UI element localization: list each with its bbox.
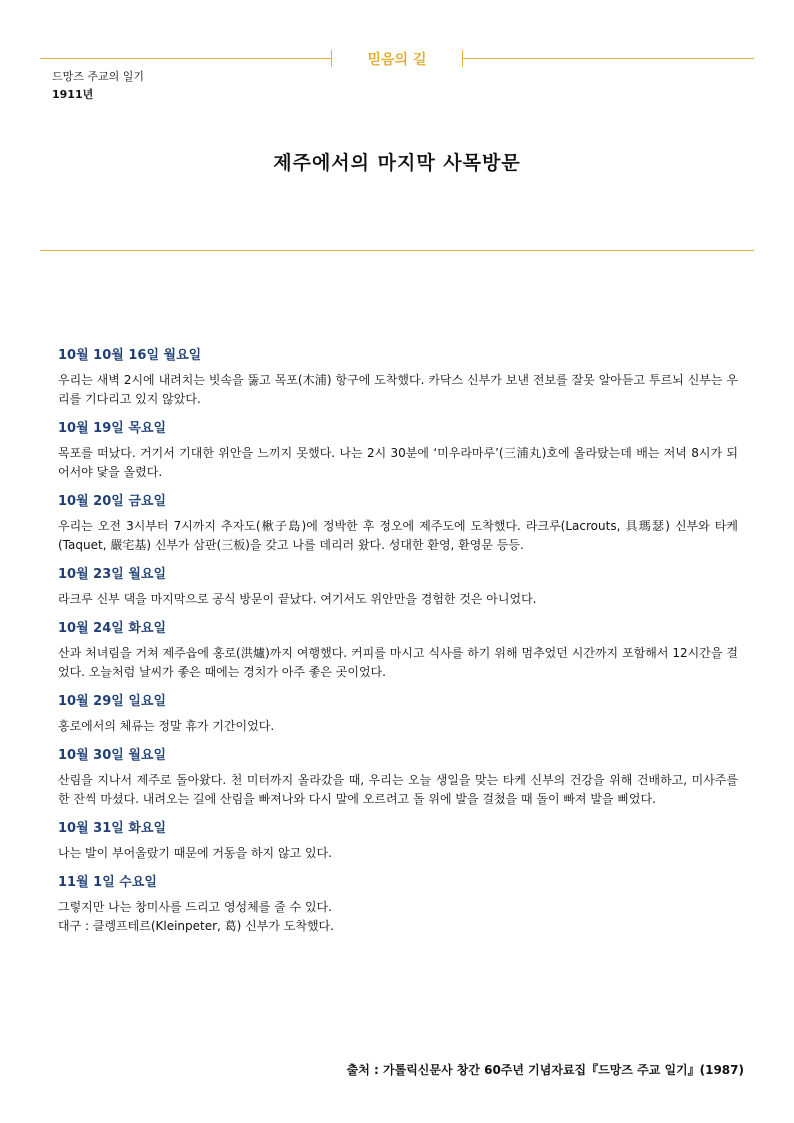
entry-date: 10월 29일 일요일 [58, 694, 167, 709]
entry-text: 대구 : 클렝프테르(Kleinpeter, 葛) 신부가 도착했다. [58, 919, 334, 933]
entry-date: 11월 1일 수요일 [58, 875, 157, 890]
diary-entry [58, 347, 738, 409]
entry-text: 그렇지만 나는 창미사를 드리고 영성체를 줄 수 있다. [58, 900, 332, 914]
entry-date: 10월 30일 월요일 [58, 748, 167, 763]
entry-date: 10월 31일 화요일 [58, 821, 167, 836]
diary-entry [58, 566, 738, 609]
entry-text: 라크루 신부 댁을 마지막으로 공식 방문이 끝났다. 여기서도 위안만을 경험한 것은 아니었다. [58, 592, 537, 606]
entry-text: 우리는 오전 3시부터 7시까지 추자도(楸子島)에 정박한 후 정오에 제주도에 도착했다. 라크루(Lacrouts, 具瑪瑟) 신부와 타케(Taquet, 嚴宅基) 신부가 삼판(三板)을 갖고 나를 데리러 왔다. 성대한 환영, 환영문 등등. [58, 519, 738, 552]
diary-entry [58, 747, 738, 809]
diary-entry [58, 820, 738, 863]
entry-date: 10월 19일 목요일 [58, 421, 167, 436]
title-divider [40, 250, 754, 251]
header-rule-left [40, 58, 332, 59]
entry-text: 나는 발이 부어올랐기 때문에 거동을 하지 않고 있다. [58, 846, 332, 860]
entry-text: 홍로에서의 체류는 정말 휴가 기간이었다. [58, 719, 275, 733]
entry-date: 10월 24일 화요일 [58, 621, 167, 636]
series-name: 드망즈 주교의 일기 [52, 70, 145, 83]
entry-text: 산과 처녀림을 거쳐 제주읍에 홍로(洪爐)까지 여행했다. 커피를 마시고 식사를 하기 위해 멈추었던 시간까지 포함해서 12시간을 걸었다. 오늘처럼 날씨가 좋은 때에는 경치가 아주 좋은 곳이었다. [58, 646, 738, 679]
source-citation: 출처 : 가톨릭신문사 창간 60주년 기념자료집『드망즈 주교 일기』(1987) [346, 1063, 744, 1077]
entry-text: 우리는 새벽 2시에 내려치는 빗속을 뚫고 목포(木浦) 항구에 도착했다. 카닥스 신부가 보낸 전보를 잘못 알아듣고 투르뇌 신부는 우리를 기다리고 있지 않았다. [58, 373, 738, 406]
diary-entry [58, 874, 738, 936]
diary-entries [58, 347, 738, 947]
diary-entry [58, 420, 738, 482]
diary-entry [58, 693, 738, 736]
header-rule-right [462, 58, 754, 59]
entry-text: 산림을 지나서 제주로 돌아왔다. 천 미터까지 올라갔을 때, 우리는 오늘 생일을 맞는 타케 신부의 건강을 위해 건배하고, 미사주를 한 잔씩 마셨다. 내려오는 길에 산림을 빠져나와 다시 말에 오르려고 돌 위에 발을 걸쳤을 때 돌이 빠져 발을 삐었다. [58, 773, 738, 806]
section-title: 믿음의 길 [367, 52, 427, 68]
diary-entry [58, 620, 738, 682]
entry-date: 10월 23일 월요일 [58, 567, 167, 582]
page-title: 제주에서의 마지막 사목방문 [273, 152, 521, 174]
series-year: 1911년 [52, 88, 94, 101]
entry-text: 목포를 떠났다. 거기서 기대한 위안을 느끼지 못했다. 나는 2시 30분에 ‘미우라마루’(三浦丸)호에 올라탔는데 배는 저녁 8시가 되어서야 닻을 올렸다. [58, 446, 738, 479]
diary-entry [58, 493, 738, 555]
entry-date: 10월 10월 16일 월요일 [58, 348, 202, 363]
series-info [52, 68, 144, 104]
entry-date: 10월 20일 금요일 [58, 494, 167, 509]
